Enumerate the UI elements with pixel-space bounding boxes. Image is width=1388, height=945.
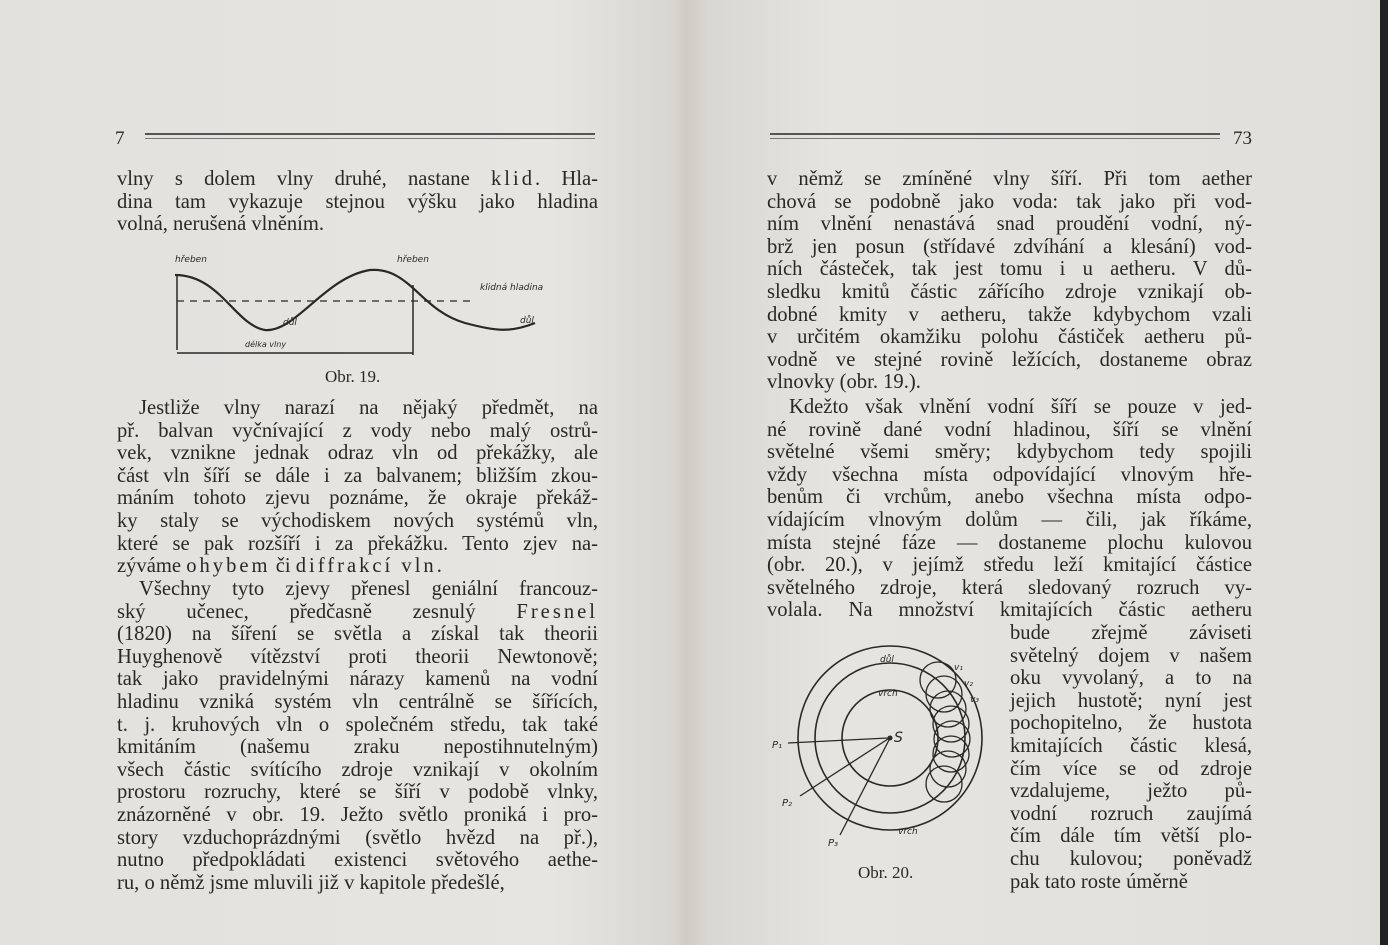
label-source-S: S: [894, 730, 903, 746]
label-klidna-hladina: klidná hladina: [480, 283, 544, 293]
left-paragraph-2: Jestliže vlny narazí na nějaký předmět, na př. balvan vyčnívající z vody nebo malý ostrů- vek, vznikne jednak odraz vln od překážky, ale část vln šíří se dále i za balvanem; bližším zkou- máním tohoto zjevu poznáme, že okraje překáž- ky staly se východiskem nových systémů vln, které se pak rozšíří i za překážku. Tento zjev na- zýváme ohybem či diffrakcí vln.: [117, 397, 598, 578]
label-dul-mid: důl: [283, 318, 297, 328]
right-page: [690, 0, 1380, 945]
label-v1: v₁: [954, 663, 963, 673]
label-dul-right: důl: [520, 316, 534, 326]
header-rule-right: [770, 133, 1220, 135]
page-edge-shadow: [1380, 0, 1388, 945]
figure-19-caption: Obr. 19.: [325, 367, 381, 386]
source-point: [888, 736, 893, 741]
right-paragraph-2: Kdežto však vlnění vodní šíří se pouze v jed- né rovině dané vodní hladinou, šíří se vlnění světelné všemi směry; kdybychom tedy spojili vždy všechna místa odpovídající vlnovým hře- benům či vrchům, anebo všechna místa odpo- vídajícím vlnovým dolům — čili, jak říkáme, místa stejné fáze — dostaneme plochu kulovou (obr. 20.), v jejímž středu leží kmitající částice světelného zdroje, která sledovaný rozruch vy- volala. Na množství kmitajících částic aetheru: [767, 396, 1252, 622]
page-number-left: 7: [115, 128, 125, 149]
page-number-right: 73: [1233, 128, 1252, 149]
label-P3: P₃: [828, 838, 839, 849]
label-P2: P₂: [782, 798, 793, 809]
wave-curve: [175, 270, 535, 330]
ray-p1: [788, 738, 888, 743]
right-paragraph-3: bude zřejmě záviseti světelný dojem v našem oku vyvolaný, a to na jejich hustotě; nyní jest pochopitelno, že hustota kmitajících částic klesá, čím více se od zdroje vzdalujeme, ježto pů- vodní rozruch zaujímá čím dále tím větší plo- chu kulovou; poněvadž pak tato roste úměrně: [1010, 622, 1252, 893]
label-v3: v₃: [970, 695, 979, 705]
label-vrch-bottom: vrch: [898, 827, 918, 837]
label-delka-vlny: délka vlny: [245, 340, 287, 349]
label-dul: důl: [880, 655, 894, 665]
label-hreben-left: hřeben: [175, 255, 207, 265]
label-hreben-right: hřeben: [397, 255, 429, 265]
left-page: [0, 0, 690, 945]
label-P1: P₁: [772, 740, 783, 751]
left-paragraph-3: Všechny tyto zjevy přenesl geniální francouz- ský učenec, předčasně zesnulý Fresnel (1820) na šíření se světla a získal tak theorii Huyghenově vítězství proti theorii Newtonově; tak jako pravidelnými nárazy kamenů na vodní hladinu vzniká systém vln centrálně se šířících, t. j. kruhových vln o společném středu, tak také kmitáním (našemu zraku nepostihnutelným) všech částic svítícího zdroje vznikají v okolním prostoru rozruchy, které se šíří v podobě vlnky, znázorněné v obr. 19. Ježto světlo proniká i pro- story vzduchoprázdnými (světlo hvězd na př.), nutno předpokládati existenci světového aethe- ru, o němž jsme mluvili již v kapitole předešlé,: [117, 578, 598, 894]
left-paragraph-1: vlny s dolem vlny druhé, nastane klid. Hla- dina tam vykazuje stejnou výšku jako hladina volná, nerušená vlněním.: [117, 168, 598, 236]
figure-20-spherical-wave-diagram: [770, 638, 1010, 858]
label-vrch-inner: vrch: [878, 689, 898, 699]
header-rule-left: [145, 133, 595, 135]
emphasis-fresnel: Fresnel: [516, 600, 598, 623]
secondary-wavelets: [920, 662, 970, 802]
figure-20-caption: Obr. 20.: [858, 863, 914, 882]
label-v2: v₂: [964, 679, 973, 689]
right-paragraph-1: v němž se zmíněné vlny šíří. Při tom aether chová se podobně jako voda: tak jako při vod- ním vlnění nenastává snad proudění vodní, ný- brž jen posun (střídavé zdvíhání a klesání) vod- ních částeček, tak jest tomu i u aetheru. V dů- sledku kmitů částic zářícího zdroje vznikají ob- dobné kmity v aetheru, takže kdybychom vzali v určitém okamžiku polohu částiček aetheru pů- vodně ve stejné rovině ležících, dostaneme obraz vlnovky (obr. 19.).: [767, 168, 1252, 394]
figure-19-wave-diagram: [165, 245, 560, 370]
emphasis-klid: klid: [490, 168, 536, 190]
